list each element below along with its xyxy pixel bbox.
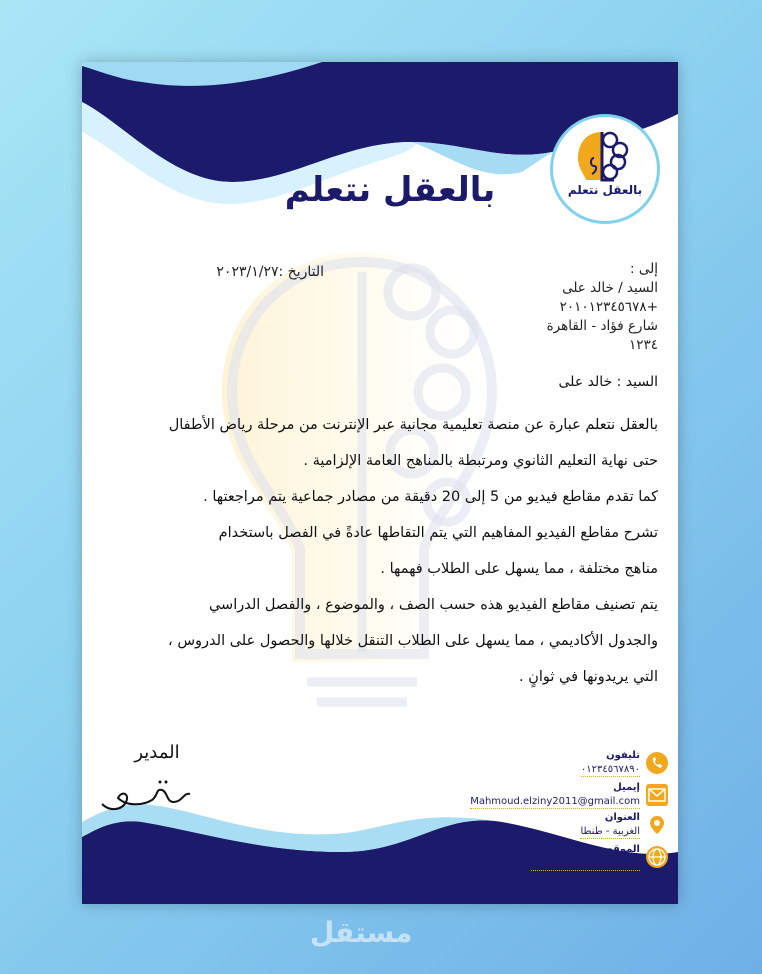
contact-label: إيميل [613,782,640,793]
contact-value: الغربية - طنطا [580,826,640,837]
logo-text: بالعقل نتعلم [567,183,643,197]
manager-label: المدير [134,742,180,763]
brand-logo [550,114,660,224]
recipient-street: شارع فؤاد - القاهرة [546,318,658,334]
signature [96,776,196,820]
body-line: التي يريدونها في ثوانٍ . [519,669,658,685]
recipient-name: السيد / خالد على [562,280,658,296]
site-watermark: مستقل [310,916,413,949]
greeting: السيد : خالد على [558,374,658,390]
contact-value[interactable]: www.Bl3ql.nt3lm.com [531,858,640,869]
body-line: حتى نهاية التعليم الثانوي ومرتبطة بالمناهج العامة الإلزامية . [303,453,658,469]
brand-title: بالعقل نتعلم [284,170,496,210]
contact-value[interactable]: Mahmoud.elziny2011@gmail.com [470,796,640,807]
letterhead-page [82,62,678,904]
contact-email [418,784,668,812]
body-line: مناهج مختلفة ، مما يسهل على الطلاب فهمها . [380,561,658,577]
letter-date: التاريخ :٢٠٢٣/١/٢٧ [216,264,324,280]
contact-website [418,846,668,874]
recipient-address [398,260,658,355]
body-line: يتم تصنيف مقاطع الفيديو هذه حسب الصف ، والموضوع ، والفصل الدراسي [208,597,658,613]
brain-bulb-icon [550,114,654,218]
contact-address [418,814,668,842]
mail-icon [646,784,668,806]
body-line: والجدول الأكاديمي ، مما يسهل على الطلاب التنقل خلالها والحصول على الدروس ، [168,633,658,649]
body-line: تشرح مقاطع الفيديو المفاهيم التي يتم التقاطها عادةً في الفصل باستخدام [218,525,658,541]
letter-body [88,407,658,695]
body-line: كما تقدم مقاطع فيديو من 5 إلى 20 دقيقة من مصادر جماعية يتم مراجعتها . [203,489,658,505]
contact-label: تليفون [606,750,640,761]
body-line: بالعقل نتعلم عبارة عن منصة تعليمية مجانية عبر الإنترنت من مرحلة رياض الأطفال [168,417,658,433]
recipient-zip: ١٢٣٤ [628,337,658,353]
recipient-phone: +٢٠١٠١٢٣٤٥٦٧٨ [559,299,658,315]
contact-label: الموقع [606,844,640,855]
phone-icon [646,752,668,774]
contact-phone [418,752,668,780]
contact-label: العنوان [604,812,640,823]
globe-icon [646,846,668,868]
to-label: إلى : [630,261,658,277]
contact-value: ٠١٢٣٤٥٦٧٨٩٠ [580,764,640,775]
signature-mark [96,776,196,816]
location-icon [646,814,668,836]
